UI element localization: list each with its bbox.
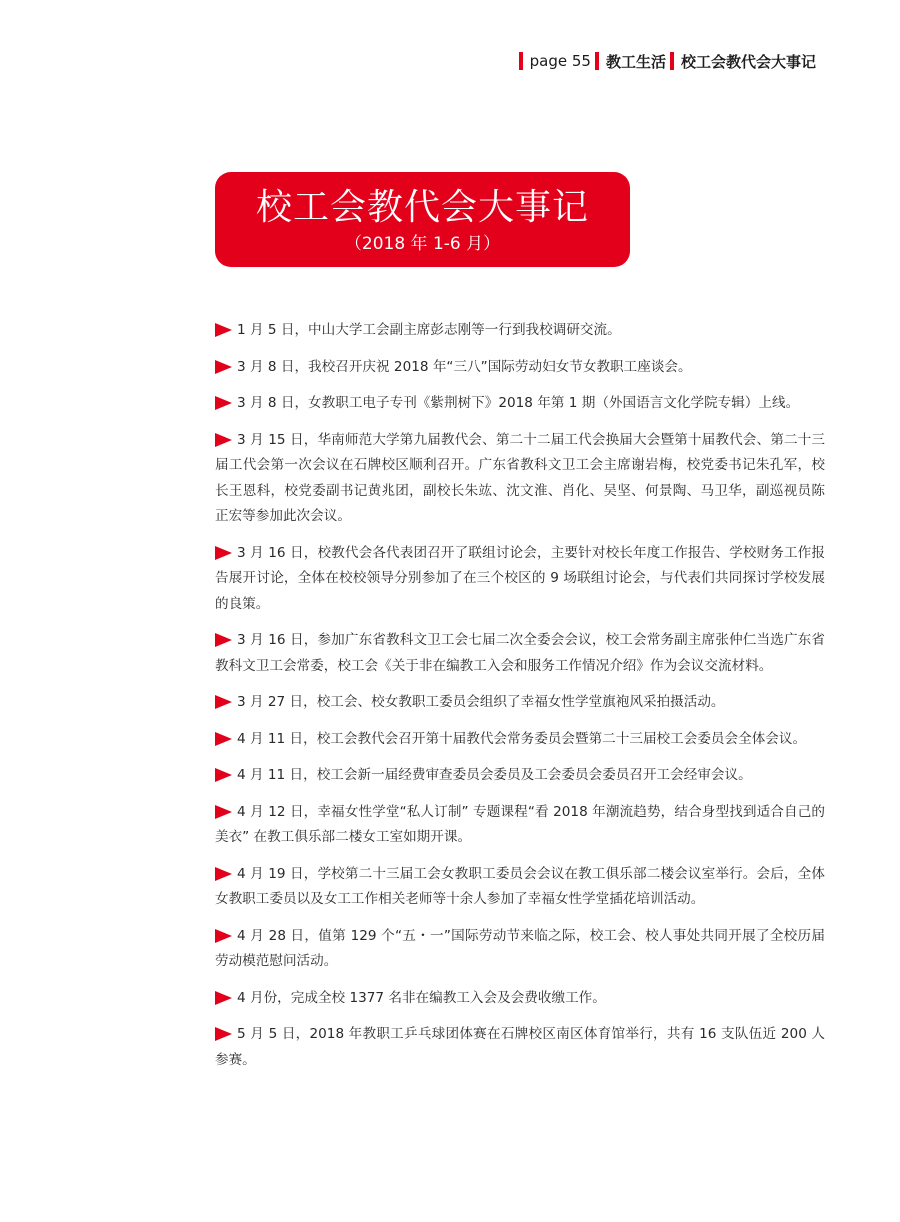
event-item — [215, 800, 825, 851]
event-text: 3 月 8 日，女教职工电子专刊《紫荆树下》2018 年第 1 期（外国语言文化学院专辑）上线。 — [237, 395, 800, 411]
event-item — [215, 1022, 825, 1073]
header-article-segment — [670, 51, 816, 72]
event-text: 3 月 16 日，校教代会各代表团召开了联组讨论会，主要针对校长年度工作报告、学校财务工作报告展开讨论，全体在校校领导分别参加了在三个校区的 9 场联组讨论会，与代表们共同探讨学校发展的良策。 — [215, 544, 825, 612]
event-text: 3 月 8 日，我校召开庆祝 2018 年“三八”国际劳动妇女节女教职工座谈会。 — [237, 358, 692, 375]
event-item — [215, 986, 825, 1012]
event-item — [215, 628, 825, 679]
event-item — [215, 391, 825, 417]
triangle-bullet-icon — [215, 323, 232, 337]
triangle-bullet-icon — [215, 433, 232, 447]
triangle-bullet-icon — [215, 360, 232, 374]
event-item — [215, 763, 825, 789]
event-item — [215, 924, 825, 975]
triangle-bullet-icon — [215, 867, 232, 881]
event-item — [215, 727, 825, 753]
event-text: 3 月 15 日，华南师范大学第九届教代会、第二十二届工代会换届大会暨第十届教代会、第二十三届工代会第一次会议在石牌校区顺利召开。广东省教科文卫工会主席谢岩梅，校党委书记朱孔军，校长王恩科，校党委副书记黄兆团，副校长朱竑、沈文淮、肖化、吴坚、何景陶、马卫华，副巡视员陈正宏等参加此次会议。 — [215, 431, 825, 524]
event-text: 4 月 12 日，幸福女性学堂“私人订制” 专题课程“看 2018 年潮流趋势，结合身型找到适合自己的美衣” 在教工俱乐部二楼女工室如期开课。 — [215, 803, 825, 845]
event-item — [215, 690, 825, 716]
triangle-bullet-icon — [215, 546, 232, 560]
page-header — [519, 50, 816, 72]
event-text: 3 月 27 日，校工会、校女教职工委员会组织了幸福女性学堂旗袍风采拍摄活动。 — [237, 694, 725, 710]
triangle-bullet-icon — [215, 929, 232, 943]
section-name: 教工生活 — [605, 52, 666, 71]
event-text: 3 月 16 日，参加广东省教科文卫工会七届二次全委会会议，校工会常务副主席张仲仁当选广东省教科文卫工会常委，校工会《关于非在编教工入会和服务工作情况介绍》作为会议交流材料。 — [215, 632, 825, 674]
page-title: 校工会教代会大事记 — [255, 187, 589, 228]
event-item — [215, 318, 825, 344]
triangle-bullet-icon — [215, 732, 232, 746]
event-text: 4 月 28 日，值第 129 个“五・一”国际劳动节来临之际，校工会、校人事处共同开展了全校历届劳动模范慰问活动。 — [215, 927, 825, 969]
header-divider-bar — [519, 52, 523, 70]
event-text: 4 月 11 日，校工会新一届经费审查委员会委员及工会委员会委员召开工会经审会议。 — [237, 767, 752, 783]
event-text: 4 月 11 日，校工会教代会召开第十届教代会常务委员会暨第二十三届校工会委员会全体会议。 — [237, 730, 807, 747]
page-subtitle: （2018 年 1-6 月） — [344, 234, 501, 254]
article-name: 校工会教代会大事记 — [680, 52, 816, 71]
triangle-bullet-icon — [215, 1027, 232, 1041]
event-item — [215, 541, 825, 618]
header-section-segment — [595, 51, 666, 72]
event-text: 5 月 5 日，2018 年教职工乒乓球团体赛在石牌校区南区体育馆举行，共有 16 支队伍近 200 人参赛。 — [215, 1026, 825, 1068]
page-number: page 55 — [529, 52, 591, 70]
event-text: 4 月 19 日，学校第二十三届工会女教职工委员会会议在教工俱乐部二楼会议室举行。会后，全体女教职工委员以及女工工作相关老师等十余人参加了幸福女性学堂插花培训活动。 — [215, 865, 825, 907]
triangle-bullet-icon — [215, 768, 232, 782]
event-text: 1 月 5 日，中山大学工会副主席彭志刚等一行到我校调研交流。 — [237, 322, 621, 338]
event-text: 4 月份，完成全校 1377 名非在编教工入会及会费收缴工作。 — [237, 989, 606, 1006]
triangle-bullet-icon — [215, 805, 232, 819]
event-list — [215, 318, 825, 1084]
header-divider-bar — [670, 52, 674, 70]
header-page-segment — [519, 52, 591, 70]
header-divider-bar — [595, 52, 599, 70]
triangle-bullet-icon — [215, 633, 232, 647]
title-banner — [215, 172, 630, 267]
event-item — [215, 355, 825, 381]
triangle-bullet-icon — [215, 396, 232, 410]
triangle-bullet-icon — [215, 695, 232, 709]
event-item — [215, 862, 825, 913]
event-item — [215, 428, 825, 530]
triangle-bullet-icon — [215, 991, 232, 1005]
